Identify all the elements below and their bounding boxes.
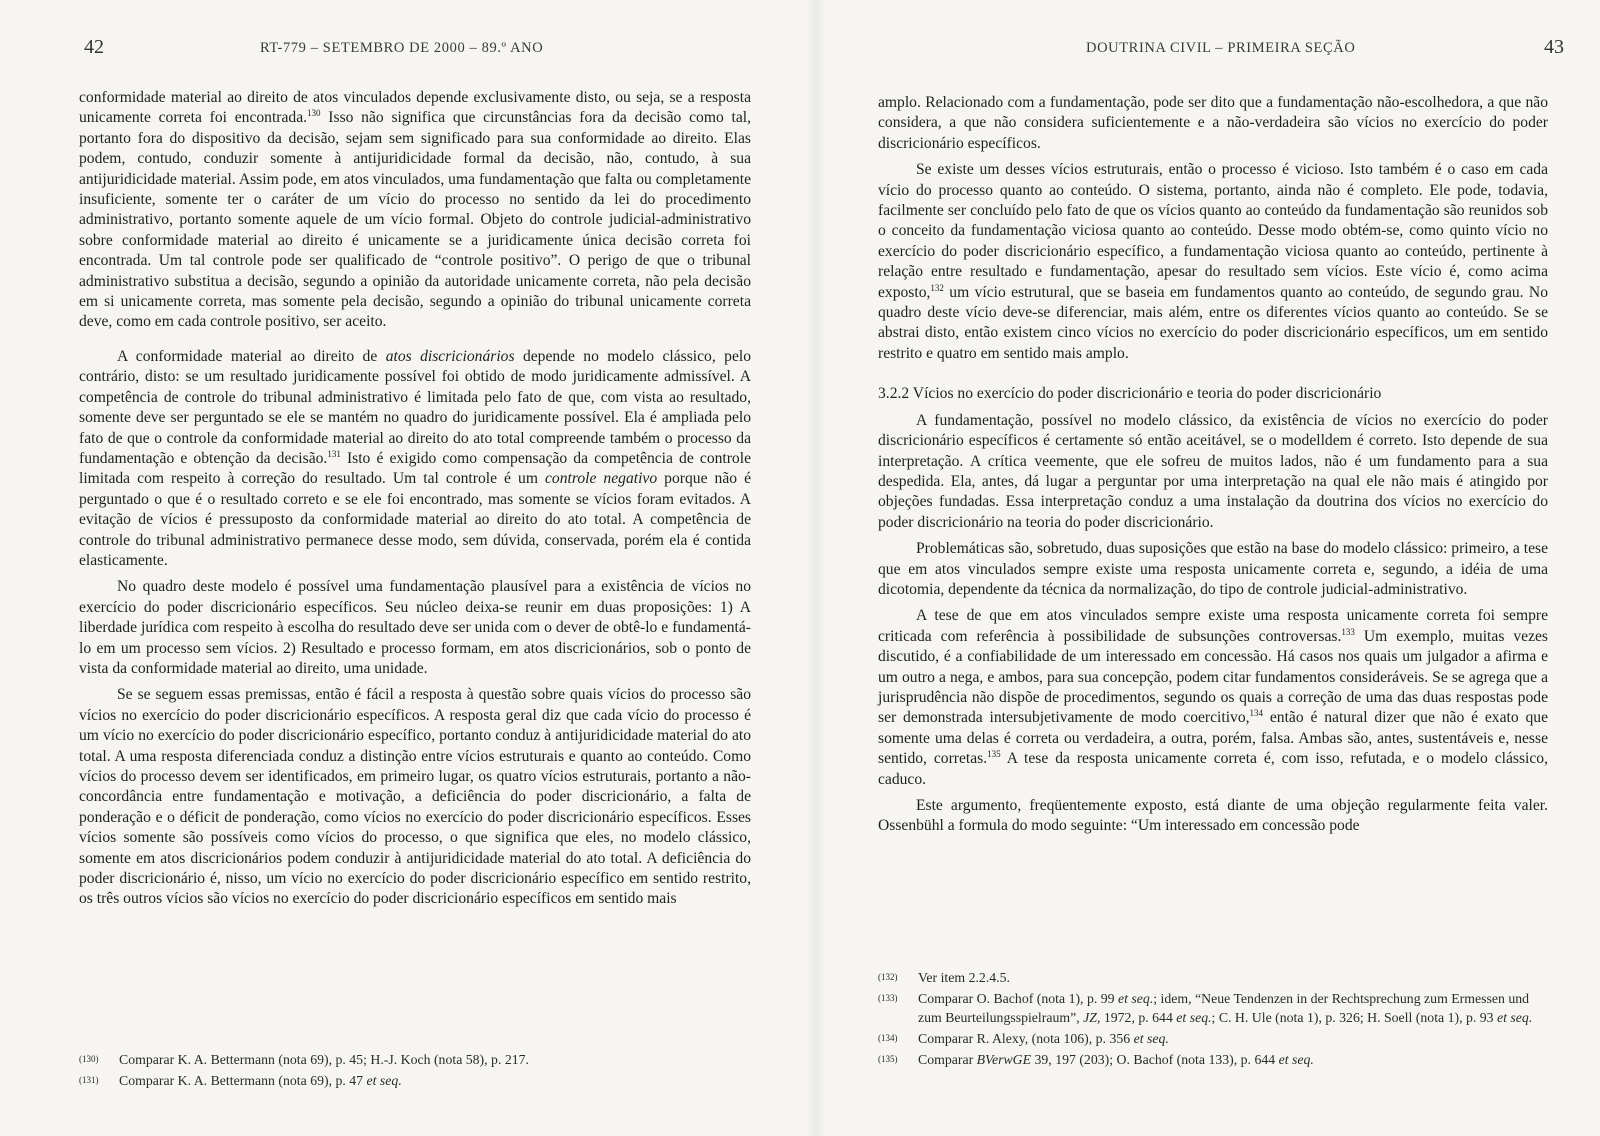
paragraph: amplo. Relacionado com a fundamentação, pode ser dito que a fundamentação não-escolhedora, a que não considera, a que não considera suficientemente e a não-verdadeira são vícios no exercício do poder discricionário específicos. xyxy=(878,94,1548,152)
italic-text: et seq. xyxy=(366,1073,402,1088)
footnote-text: Ver item 2.2.4.5. xyxy=(918,970,1010,985)
footnote xyxy=(878,968,1548,987)
right-page xyxy=(832,0,1600,1136)
italic-text: BVerwGE xyxy=(976,1052,1032,1067)
footnote-ref: 132 xyxy=(930,282,944,293)
italic-text: et seq. xyxy=(1133,1031,1169,1046)
section-heading: 3.2.2 Vícios no exercício do poder discricionário e teoria do poder discricionário xyxy=(878,385,1382,403)
italic-text: atos discricionários xyxy=(385,347,515,365)
paragraph: conformidade material ao direito de atos vinculados depende exclusivamente disto, ou seja, se a resposta unicamente correta foi encontrada.$^{130}$ Isso não significa que circunstâncias fora da decisão como tal, portanto fora do dispositivo da decisão, sejam sem significado para sua conformidade ao direito. Elas podem, contudo, conduzir somente à antijuridicidade formal da decisão, não, contudo, à sua antijuridicidade material. Assim pode, em atos vinculados, uma fundamentação que falta ou completamente insuficiente, somente ter o caráter de um vício do processo no sentido da lei do procedimento administrativo, portanto somente aquele de um vício formal. Objeto do controle judicial-administrativo sobre conformidade material ao direito é unicamente se a juridicamente única decisão correta foi encontrada. Um tal controle pode ser qualificado de “controle positivo”. O perigo de que o tribunal administrativo substitua a decisão, segundo a opinião da autoridade unicamente correta, não pela decisão em si unicamente correta, mas somente pela decisão, segundo a opinião do tribunal unicamente correta deve, como em cada controle positivo, ser aceito. xyxy=(79,89,751,331)
running-header: DOUTRINA CIVIL – PRIMEIRA SEÇÃO xyxy=(1086,40,1356,56)
footnote xyxy=(79,1071,751,1090)
paragraph: Problemáticas são, sobretudo, duas suposições que estão na base do modelo clássico: primeiro, a tese que em atos vinculados sempre existe uma resposta unicamente correta e, segundo, a idéia de uma dicotomia, dependente da técnica da normalização, do tipo de controle judicial-administrativo. xyxy=(878,540,1548,598)
footnote-ref: 131 xyxy=(327,448,341,459)
footnote xyxy=(878,1029,1548,1048)
page-number: 42 xyxy=(84,36,104,58)
italic-text: et seq. xyxy=(1176,1010,1212,1025)
footnote-text: Comparar K. A. Bettermann (nota 69), p. 45; H.-J. Koch (nota 58), p. 217. xyxy=(119,1052,529,1067)
paragraph: A conformidade material ao direito de atos discricionários depende no modelo clássico, pelo contrário, disto: se um resultado juridicamente possível foi obtido de modo juridicamente admissível. A competência de controle do tribunal administrativo é limitada pelo fato de que, com vista ao resultado, somente deve ser perguntado se ele se mantém no quadro do juridicamente possível. Ela é ampliada pelo fato de que o controle da conformidade material ao direito do ato total compreende também o processo da fundamentação e obtenção da decisão.$^{131}$ Isto é exigido como compensação da competência de controle limitada com respeito à correção do resultado. Um tal controle é um controle negativo porque não é perguntado o que é o resultado correto e se ele foi encontrado, mas somente se vícios foram evitados. A evitação de vícios é pressuposto da conformidade material ao direito do ato total. A competência de controle do tribunal administrativo permanece desse modo, sem dúvida, conservada, porém ela é contida elasticamente. xyxy=(79,347,752,569)
paragraph: Se existe um desses vícios estruturais, então o processo é vicioso. Isto também é o caso em cada vício do processo quanto ao conteúdo. O sistema, portanto, ainda não é completo. Ele pode, todavia, facilmente ser concluído pelo fato de que os vícios quanto ao conteúdo da fundamentação são reunidos sob o conceito da fundamentação viciosa quanto ao conteúdo. Desse modo obtém-se, como quinto vício no exercício do poder discricionário específico, a fundamentação viciosa quanto ao conteúdo, pertinente à relação entre resultado e fundamentação, apesar do resultado sem vícios. Este vício é, como acima exposto,$^{132}$ um vício estrutural, que se baseia em fundamentos quanto ao conteúdo, de segundo grau. No quadro deste vício deve-se diferenciar, mais além, entre os diferentes vícios quanto ao conteúdo. Se se abstrai disto, então existem cinco vícios no exercício do poder discricionário específicos, um em sentido restrito e quatro em sentido mais amplo. xyxy=(878,161,1548,362)
italic-text: controle negativo xyxy=(545,470,658,488)
footnote-text: Comparar K. A. Bettermann (nota 69), p. 47 et seq. xyxy=(119,1073,402,1088)
footnote xyxy=(79,1050,751,1069)
paragraph: A fundamentação, possível no modelo clássico, da existência de vícios no exercício do poder discricionário específicos é certamente só então aceitável, se o modelldem é correto. Isto depende de sua interpretação. A crítica veemente, que ele sofreu de muitos lados, não é um fundamento para a sua despedida. Ela, antes, dá lugar a perguntar por uma interpretação na qual ele não mais é atingido por objeções fundadas. Essa interpretação conduz a uma instalação da doutrina dos vícios no exercício do poder discricionário na teoria do poder discricionário. xyxy=(878,411,1548,531)
footnote-ref: 135 xyxy=(987,749,1001,759)
footnote-number: (135) xyxy=(878,1054,898,1064)
page-number: 43 xyxy=(1544,36,1564,58)
footnote-text: Comparar O. Bachof (nota 1), p. 99 et seq.; idem, “Neue Tendenzen in der Rechtsprechung zum Ermessen und zum Beurteilungsspielraum”, JZ, 1972, p. 644 et seq.; C. H. Ule (nota 1), p. 326; H. Soell (nota 1), p. 93 et seq. xyxy=(918,991,1533,1025)
footnote-number: (132) xyxy=(878,972,898,982)
paragraph: A tese de que em atos vinculados sempre existe uma resposta unicamente correta foi sempre criticada com referência à possibilidade de subsunções controversas.$^{133}$ Um exemplo, muitas vezes discutido, é a confiabilidade de um interessado em concessão. Há casos nos quais um julgador a afirma e um outro a nega, e ambos, para sua concepção, podem citar fundamentos consideráveis. Se se agrega que a jurisprudência não dispõe de procedimentos, segundo os quais a correção de uma das duas respostas pode ser demonstrada intersubjetivamente de modo coercitivo,$^{134}$ então é natural dizer que não é exato que somente uma delas é correta ou verdadeira, a outra, porém, falsa. Ambas são, antes, sustentáveis e, nesse sentido, corretas.$^{135}$ A tese da resposta unicamente correta é, com isso, refutada, e o modelo clássico, caduco. xyxy=(878,607,1548,788)
italic-text: et seq. xyxy=(1118,991,1154,1006)
paragraph: Se se seguem essas premissas, então é fácil a resposta à questão sobre quais vícios do processo são vícios no exercício do poder discricionário específicos. A resposta geral diz que cada vício do processo é um vício no exercício do poder discricionário específico, portanto conduz à antijuridicidade material do ato total. A uma resposta diferenciada conduz a distinção entre vícios estruturais e quanto ao conteúdo. Como vícios do processo devem ser identificados, em primeiro lugar, os quatro vícios estruturais, portanto a não-concordância entre fundamentação e motivação, a deficiência do poder discricionário, a falta de ponderação e o déficit de ponderação, como vícios no exercício do poder discricionário específicos. Esses vícios somente são possíveis como vícios do processo, o que significa que eles, no modelo clássico, somente em atos discricionários podem conduzir à antijuridicidade material do ato total. A deficiência do poder discricionário é, nisso, um vício no exercício do poder discricionário específico em sentido restrito, os três outros vícios são vícios no exercício do poder discricionário específicos em sentido mais xyxy=(79,686,751,908)
footnote-text: Comparar BVerwGE 39, 197 (203); O. Bachof (nota 133), p. 644 et seq. xyxy=(918,1052,1314,1067)
paragraph: Este argumento, freqüentemente exposto, está diante de uma objeção regularmente feita valer. Ossenbühl a formula do modo seguinte: “Um interessado em concessão pode xyxy=(878,797,1548,835)
footnotes xyxy=(79,1050,751,1092)
italic-text: et seq. xyxy=(1278,1052,1314,1067)
footnote-ref: 133 xyxy=(1341,626,1355,637)
footnote-ref: 130 xyxy=(307,108,321,119)
footnote-number: (131) xyxy=(79,1075,99,1085)
italic-text: JZ xyxy=(1083,1010,1097,1025)
running-header: RT-779 – SETEMBRO DE 2000 – 89.º ANO xyxy=(260,40,544,56)
footnote xyxy=(878,1050,1548,1069)
right-page-body xyxy=(878,93,1548,837)
paragraph: No quadro deste modelo é possível uma fundamentação plausível para a existência de vícios no exercício do poder discricionário específicos. Seu núcleo deixa-se reunir em duas proposições: 1) A liberdade jurídica com respeito à escolha do resultado deve ser unida com o dever de obtê-lo e fundamentá-lo em um processo sem vícios. 2) Resultado e processo formam, em atos discricionários, sob o ponto de vista da conformidade material ao direito, uma unidade. xyxy=(79,578,751,677)
left-page-body xyxy=(79,88,751,910)
footnote-number: (134) xyxy=(878,1033,898,1043)
footnote xyxy=(878,989,1548,1027)
footnote-number: (130) xyxy=(79,1054,99,1064)
footnotes xyxy=(878,968,1548,1071)
footnote-text: Comparar R. Alexy, (nota 106), p. 356 et seq. xyxy=(918,1031,1169,1046)
footnote-number: (133) xyxy=(878,993,898,1003)
footnote-ref: 134 xyxy=(1249,708,1264,719)
book-gutter xyxy=(806,0,826,1136)
italic-text: et seq. xyxy=(1497,1010,1533,1025)
